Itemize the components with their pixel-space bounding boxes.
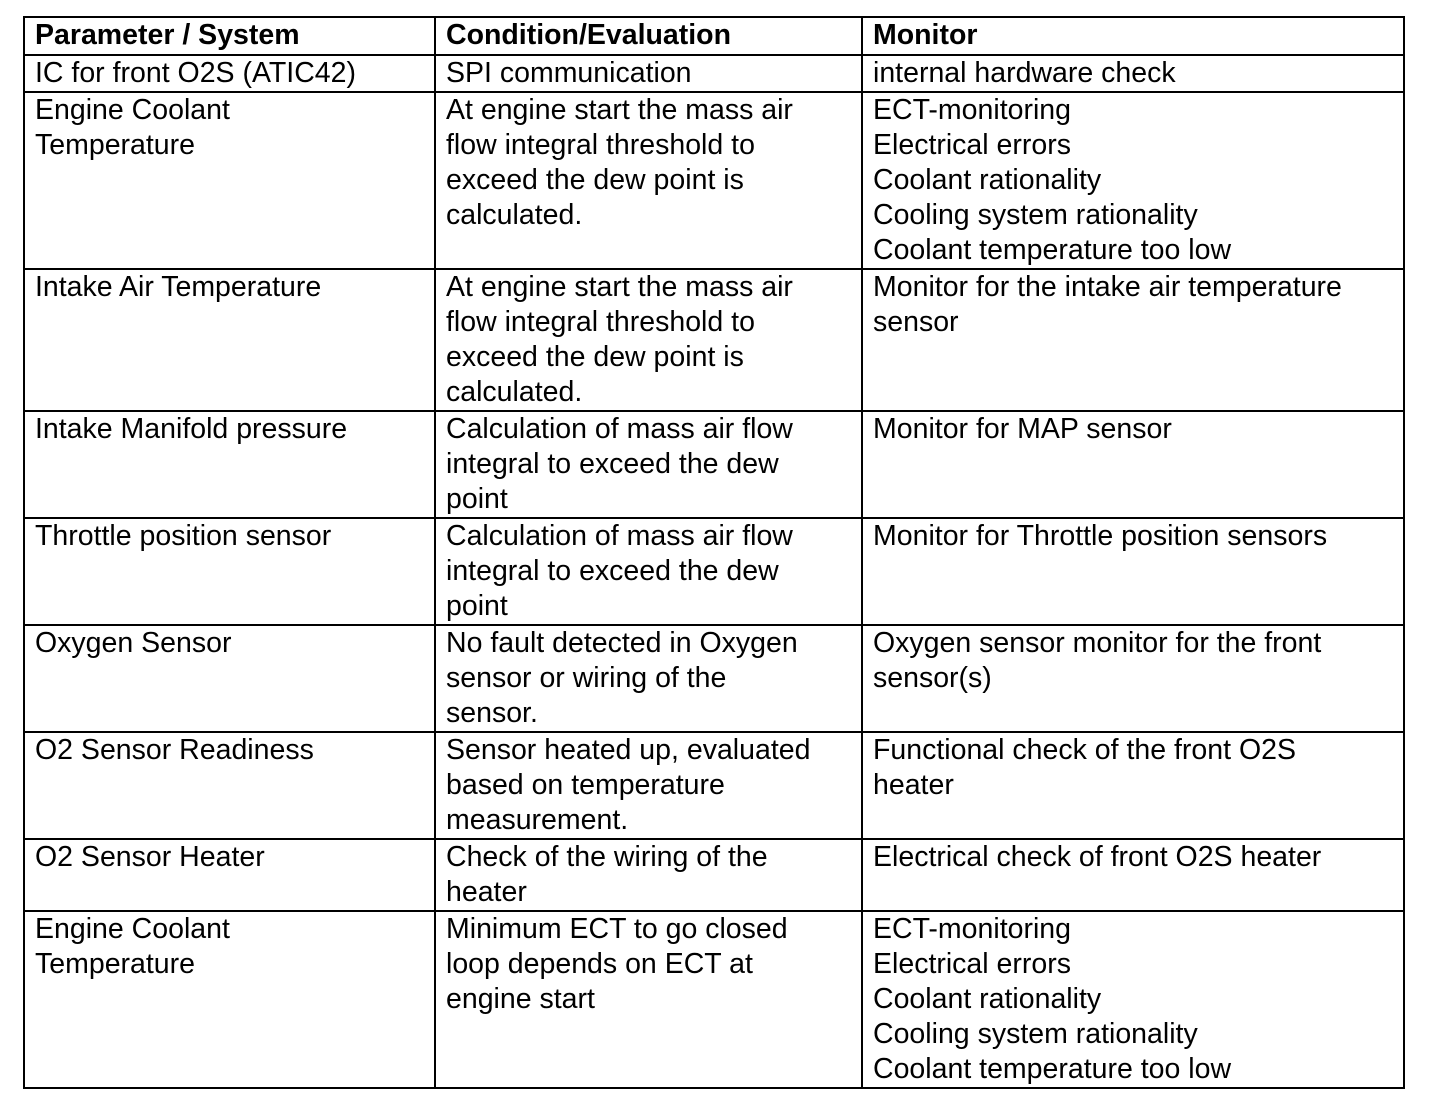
cell-text-line: Electrical errors [873,129,1071,161]
cell-text-line: engine start [446,983,595,1015]
cell-text-line: Oxygen sensor monitor for the front [873,627,1322,659]
table-row [24,55,1404,92]
table-body [24,55,1404,1088]
cell-text-line: Cooling system rationality [873,199,1198,231]
cell-text-line: ECT-monitoring [873,94,1071,126]
cell-text-line: flow integral threshold to [446,129,755,161]
table-row [24,92,1404,269]
cell-text-line: heater [873,769,954,801]
cell-parameter [24,518,435,625]
cell-condition [435,55,862,92]
cell-text-line: sensor. [446,697,538,729]
cell-parameter [24,911,435,1088]
cell-text-line: Functional check of the front O2S [873,734,1296,766]
cell-text-line: based on temperature [446,769,725,801]
cell-condition [435,911,862,1088]
cell-text-line: calculated. [446,376,583,408]
cell-text-line: Calculation of mass air flow [446,520,793,552]
table-header [24,17,1404,55]
cell-text-line: Temperature [35,948,195,980]
cell-monitor [862,839,1404,911]
cell-parameter [24,55,435,92]
header-condition: Condition/Evaluation [435,17,862,55]
cell-condition [435,269,862,411]
cell-text-line: Monitor for MAP sensor [873,413,1172,445]
cell-monitor [862,732,1404,839]
cell-text-line: Intake Air Temperature [35,271,322,303]
cell-condition [435,518,862,625]
cell-text-line: integral to exceed the dew [446,448,779,480]
cell-text-line: heater [446,876,527,908]
cell-parameter [24,411,435,518]
cell-text-line: Engine Coolant [35,94,230,126]
cell-text-line: Calculation of mass air flow [446,413,793,445]
cell-monitor [862,625,1404,732]
cell-text-line: point [446,590,508,622]
table-row [24,732,1404,839]
cell-text-line: exceed the dew point is [446,164,744,196]
table-row [24,839,1404,911]
cell-monitor [862,92,1404,269]
cell-condition [435,411,862,518]
cell-text-line: sensor(s) [873,662,992,694]
cell-parameter [24,625,435,732]
cell-text-line: Check of the wiring of the [446,841,768,873]
cell-text-line: SPI communication [446,57,692,89]
cell-text-line: flow integral threshold to [446,306,755,338]
cell-text-line: IC for front O2S (ATIC42) [35,57,356,89]
cell-text-line: Monitor for Throttle position sensors [873,520,1328,552]
cell-text-line: Throttle position sensor [35,520,332,552]
header-parameter: Parameter / System [24,17,435,55]
cell-monitor [862,411,1404,518]
cell-text-line: Oxygen Sensor [35,627,232,659]
table-row [24,411,1404,518]
cell-text-line: Coolant rationality [873,164,1102,196]
cell-parameter [24,839,435,911]
cell-parameter [24,269,435,411]
cell-parameter [24,732,435,839]
cell-text-line: At engine start the mass air [446,271,793,303]
cell-monitor [862,269,1404,411]
cell-text-line: Temperature [35,129,195,161]
cell-text-line: ECT-monitoring [873,913,1071,945]
cell-condition [435,625,862,732]
cell-condition [435,839,862,911]
cell-text-line: internal hardware check [873,57,1176,89]
cell-text-line: Coolant rationality [873,983,1102,1015]
cell-text-line: No fault detected in Oxygen [446,627,798,659]
cell-text-line: Electrical errors [873,948,1071,980]
cell-monitor [862,911,1404,1088]
cell-text-line: Intake Manifold pressure [35,413,348,445]
header-monitor: Monitor [862,17,1404,55]
table-row [24,518,1404,625]
cell-text-line: At engine start the mass air [446,94,793,126]
table-row [24,911,1404,1088]
cell-condition [435,732,862,839]
cell-text-line: Electrical check of front O2S heater [873,841,1322,873]
cell-monitor [862,518,1404,625]
cell-text-line: Coolant temperature too low [873,1053,1232,1085]
cell-text-line: Coolant temperature too low [873,234,1232,266]
table-row [24,269,1404,411]
cell-text-line: sensor [873,306,959,338]
cell-text-line: exceed the dew point is [446,341,744,373]
cell-text-line: Sensor heated up, evaluated [446,734,811,766]
cell-text-line: measurement. [446,804,629,836]
cell-parameter [24,92,435,269]
cell-text-line: sensor or wiring of the [446,662,727,694]
monitor-table [23,16,1405,1089]
cell-text-line: point [446,483,508,515]
table-row [24,625,1404,732]
cell-monitor [862,55,1404,92]
header-row [24,17,1404,55]
cell-condition [435,92,862,269]
cell-text-line: calculated. [446,199,583,231]
cell-text-line: Minimum ECT to go closed [446,913,788,945]
cell-text-line: loop depends on ECT at [446,948,753,980]
cell-text-line: O2 Sensor Heater [35,841,265,873]
cell-text-line: Cooling system rationality [873,1018,1198,1050]
cell-text-line: integral to exceed the dew [446,555,779,587]
cell-text-line: O2 Sensor Readiness [35,734,314,766]
cell-text-line: Monitor for the intake air temperature [873,271,1342,303]
cell-text-line: Engine Coolant [35,913,230,945]
